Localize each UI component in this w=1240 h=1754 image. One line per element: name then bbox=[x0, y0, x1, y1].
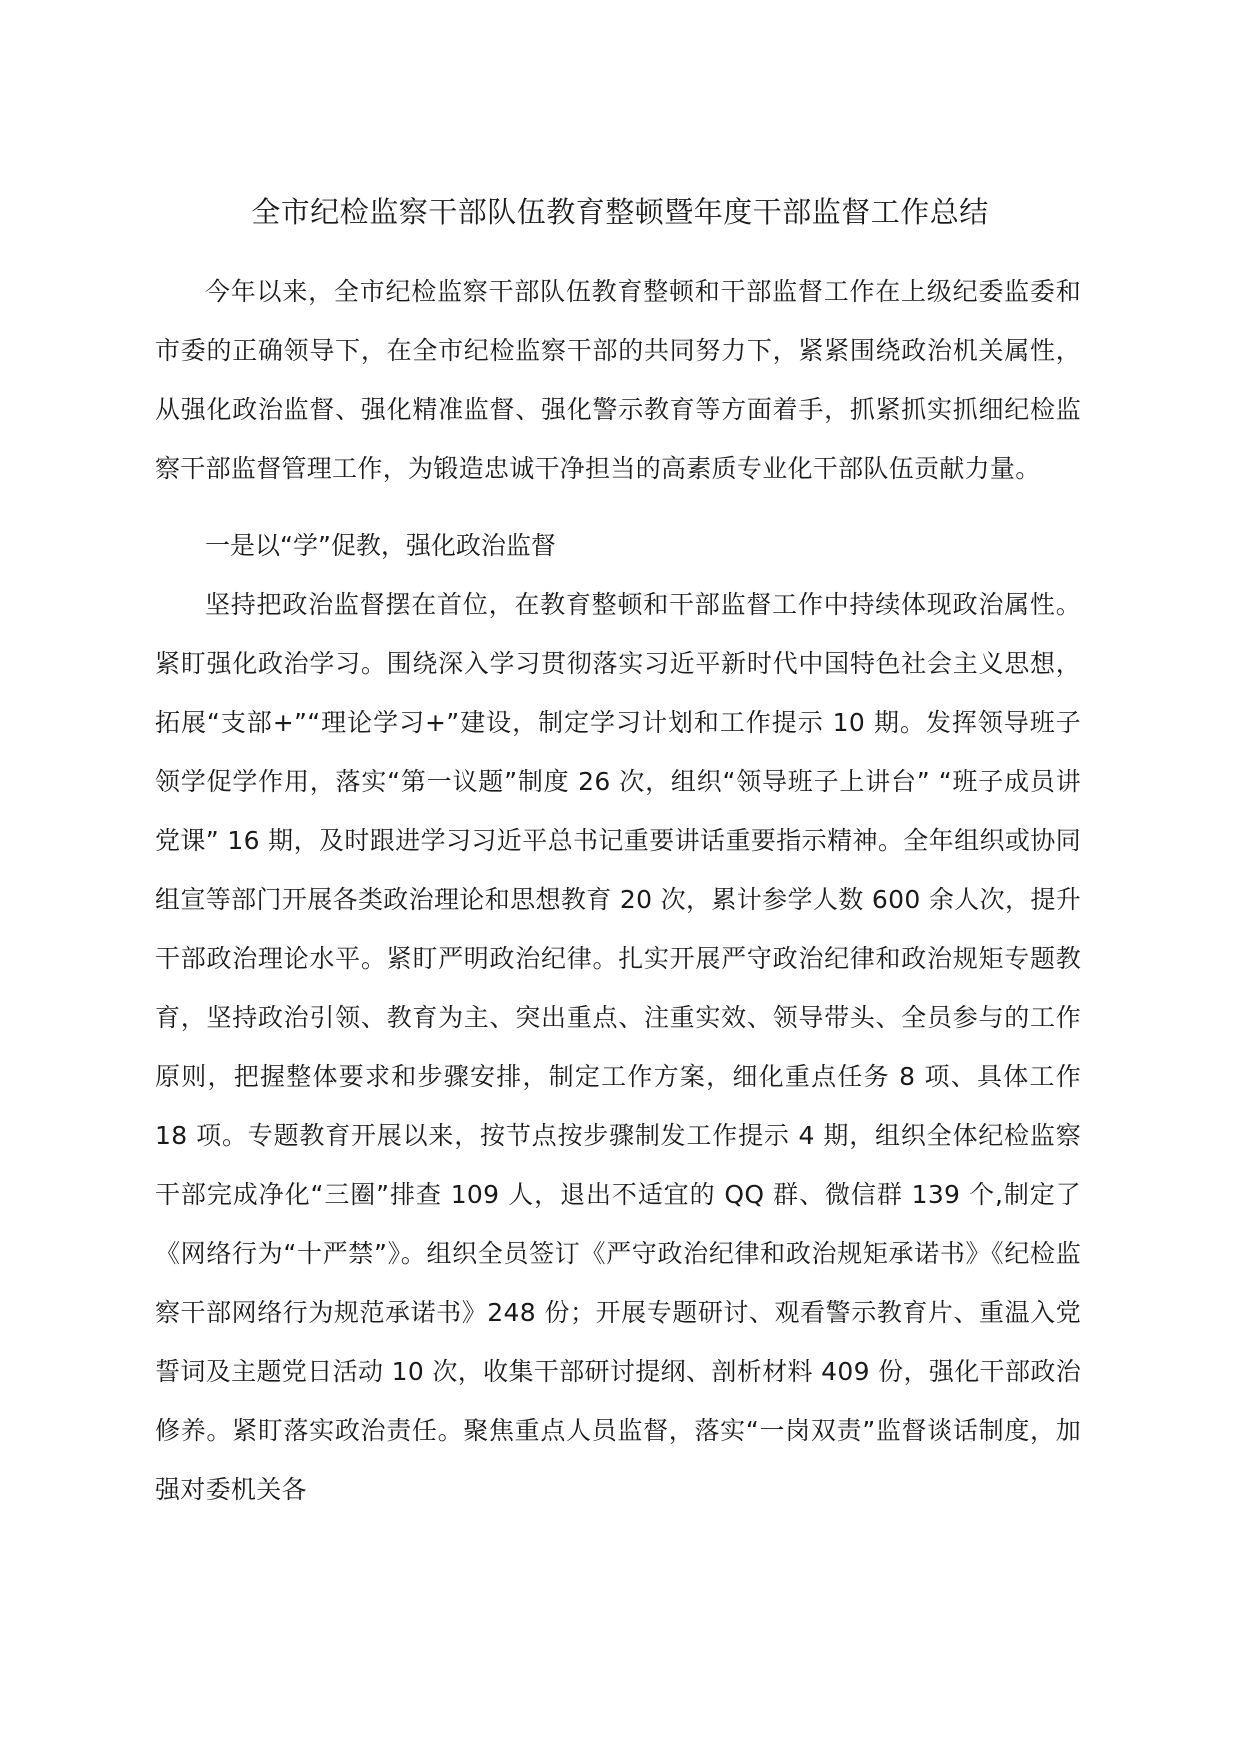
document-title: 全市纪检监察干部队伍教育整顿暨年度干部监督工作总结 bbox=[251, 195, 989, 229]
section-body-paragraph: 坚持把政治监督摆在首位，在教育整顿和干部监督工作中持续体现政治属性。紧盯强化政治学习。围绕深入学习贯彻落实习近平新时代中国特色社会主义思想，拓展“支部+”“理论学习+”建设，制定学习计划和工作提示 10 期。发挥领导班子领学促学作用，落实“第一议题”制度 26 次，组织“领导班子上讲台” “班子成员讲党课” 16 期，及时跟进学习习近平总书记重要讲话重要指示精神。全年组织或协同组宣等部门开展各类政治理论和思想教育 20 次，累计参学人数 600 余人次，提升干部政治理论水平。紧盯严明政治纪律。扎实开展严守政治纪律和政治规矩专题教育，坚持政治引领、教育为主、突出重点、注重实效、领导带头、全员参与的工作原则，把握整体要求和步骤安排，制定工作方案，细化重点任务 8 项、具体工作 18 项。专题教育开展以来，按节点按步骤制发工作提示 4 期，组织全体纪检监察干部完成净化“三圈”排查 109 人，退出不适宜的 QQ 群、微信群 139 个,制定了《网络行为“十严禁”》。组织全员签订《严守政治纪律和政治规矩承诺书》《纪检监察干部网络行为规范承诺书》248 份；开展专题研讨、观看警示教育片、重温入党誓词及主题党日活动 10 次，收集干部研讨提纲、剖析材料 409 份，强化干部政治修养。紧盯落实政治责任。聚焦重点人员监督，落实“一岗双责”监督谈话制度，加强对委机关各 bbox=[155, 590, 1081, 1504]
section-heading: 一是以“学”促教，强化政治监督 bbox=[205, 531, 556, 560]
intro-paragraph: 今年以来，全市纪检监察干部队伍教育整顿和干部监督工作在上级纪委监委和市委的正确领导下，在全市纪检监察干部的共同努力下，紧紧围绕政治机关属性，从强化政治监督、强化精准监督、强化警示教育等方面着手，抓紧抓实抓细纪检监察干部监督管理工作，为锻造忠诚干净担当的高素质专业化干部队伍贡献力量。 bbox=[155, 277, 1081, 483]
document-body bbox=[155, 262, 1081, 1519]
